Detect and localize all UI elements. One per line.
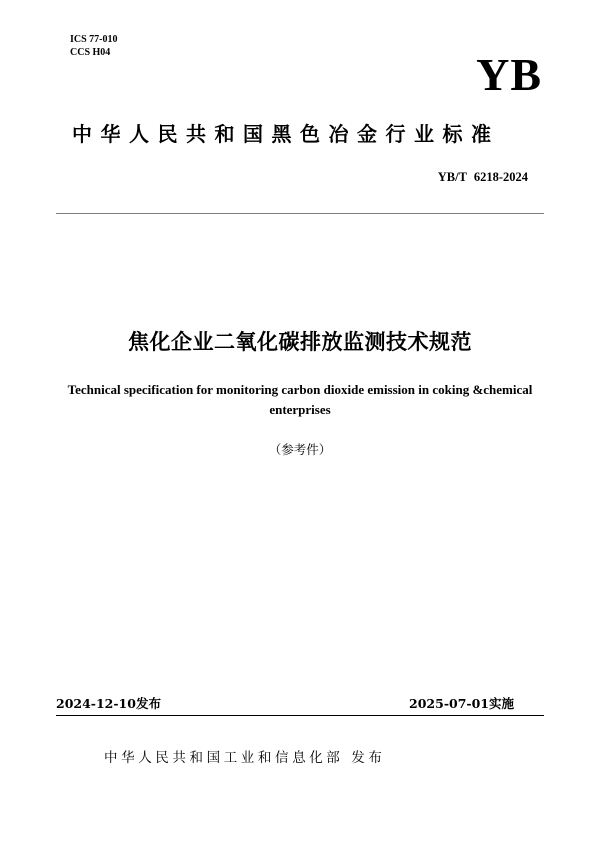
top-divider (56, 213, 544, 214)
publisher: 中华人民共和国工业和信息化部 发布 (104, 750, 386, 766)
yb-logo: YB (476, 49, 542, 100)
standard-number: YB/T 6218-2024 (437, 170, 528, 184)
bottom-divider (56, 715, 544, 716)
title-english: Technical specification for monitoring carbon dioxide emission in coking &chemical enterprises (67, 382, 533, 417)
standard-category: 中华人民共和国黑色冶金行业标准 (72, 122, 500, 146)
reference-note: （参考件） (268, 442, 332, 457)
implementation-date: 2025-07-01实施 (409, 696, 514, 711)
ccs-code: CCS H04 (70, 47, 111, 58)
ics-code: ICS 77-010 (70, 34, 118, 45)
title-chinese: 焦化企业二氧化碳排放监测技术规范 (128, 330, 472, 354)
issue-date: 2024-12-10发布 (56, 696, 161, 711)
classification-codes (70, 33, 118, 59)
